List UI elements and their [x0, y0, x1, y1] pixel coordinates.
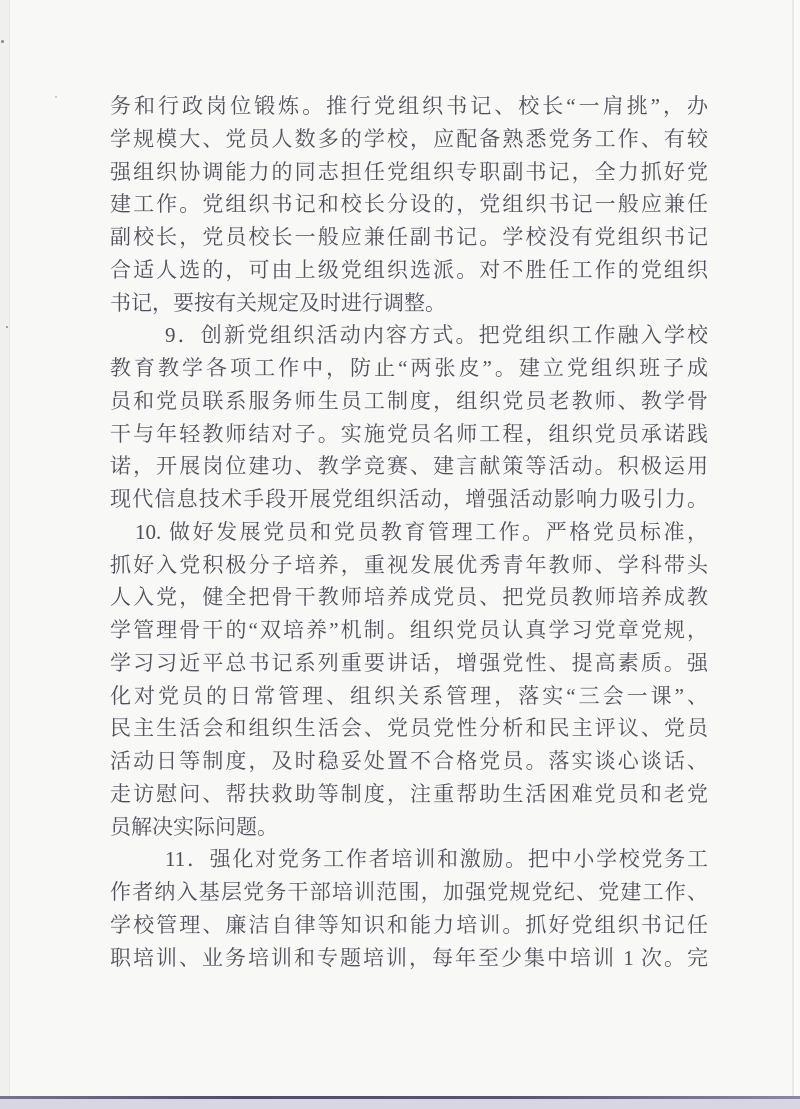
scan-speck	[6, 326, 8, 328]
text-line-paragraph-11-start: 11．强化对党务工作者培训和激励。把中小学校党务工	[165, 847, 708, 872]
text-line: 现代信息技术手段开展党组织活动，增强活动影响力吸引力。	[110, 487, 708, 511]
text-line: 民主生活会和组织生活会、党员党性分析和民主评议、党员	[110, 716, 708, 741]
text-line: 人入党，健全把骨干教师培养成党员、把党员教师培养成教	[110, 585, 708, 610]
text-line: 干与年轻教师结对子。实施党员名师工程，组织党员承诺践	[110, 421, 708, 446]
text-line: 走访慰问、帮扶救助等制度，注重帮助生活困难党员和老党	[110, 781, 708, 806]
text-line: 诺，开展岗位建功、教学竞赛、建言献策等活动。积极运用	[110, 454, 708, 479]
document-body	[110, 90, 708, 974]
text-line: 活动日等制度，及时稳妥处置不合格党员。落实谈心谈话、	[110, 749, 708, 773]
text-line: 化对党员的日常管理、组织关系管理，落实“三会一课”、	[110, 683, 708, 708]
text-line: 合适人选的，可由上级党组织选派。对不胜任工作的党组织	[110, 257, 708, 282]
scan-speck	[55, 96, 57, 98]
text-line: 学管理骨干的“双培养”机制。组织党员认真学习党章党规，	[110, 618, 708, 642]
text-line: 书记，要按有关规定及时进行调整。	[110, 290, 446, 315]
text-line: 务和行政岗位锻炼。推行党组织书记、校长“一肩挑”，办	[110, 94, 708, 118]
text-line: 强组织协调能力的同志担任党组织专职副书记，全力抓好党	[110, 159, 708, 184]
text-line: 学习习近平总书记系列重要讲话，增强党性、提高素质。强	[110, 650, 708, 675]
text-line: 职培训、业务培训和专题培训，每年至少集中培训 1 次。完	[110, 945, 708, 970]
text-line: 作者纳入基层党务干部培训范围，加强党规党纪、党建工作、	[110, 880, 708, 904]
text-line: 建工作。党组织书记和校长分设的，党组织书记一般应兼任	[110, 192, 708, 217]
scan-bottom-strip	[0, 1099, 800, 1109]
text-line: 员解决实际问题。	[110, 814, 278, 839]
scan-left-edge-band	[0, 0, 10, 1109]
text-line: 学规模大、党员人数多的学校，应配备熟悉党务工作、有较	[110, 126, 708, 151]
text-line: 学校管理、廉洁自律等知识和能力培训。抓好党组织书记任	[110, 912, 708, 937]
text-line-paragraph-10-start: 10. 做好发展党员和党员教育管理工作。严格党员标准，	[135, 519, 708, 544]
text-line: 教育教学各项工作中，防止“两张皮”。建立党组织班子成	[110, 356, 708, 380]
text-line: 抓好入党积极分子培养，重视发展优秀青年教师、学科带头	[110, 552, 708, 577]
scan-speck	[1, 40, 4, 43]
text-line: 员和党员联系服务师生员工制度，组织党员老教师、教学骨	[110, 388, 708, 413]
scan-right-margin	[794, 0, 800, 1109]
text-line: 副校长，党员校长一般应兼任副书记。学校没有党组织书记	[110, 225, 708, 249]
text-line-paragraph-9-start: 9．创新党组织活动内容方式。把党组织工作融入学校	[165, 323, 708, 348]
